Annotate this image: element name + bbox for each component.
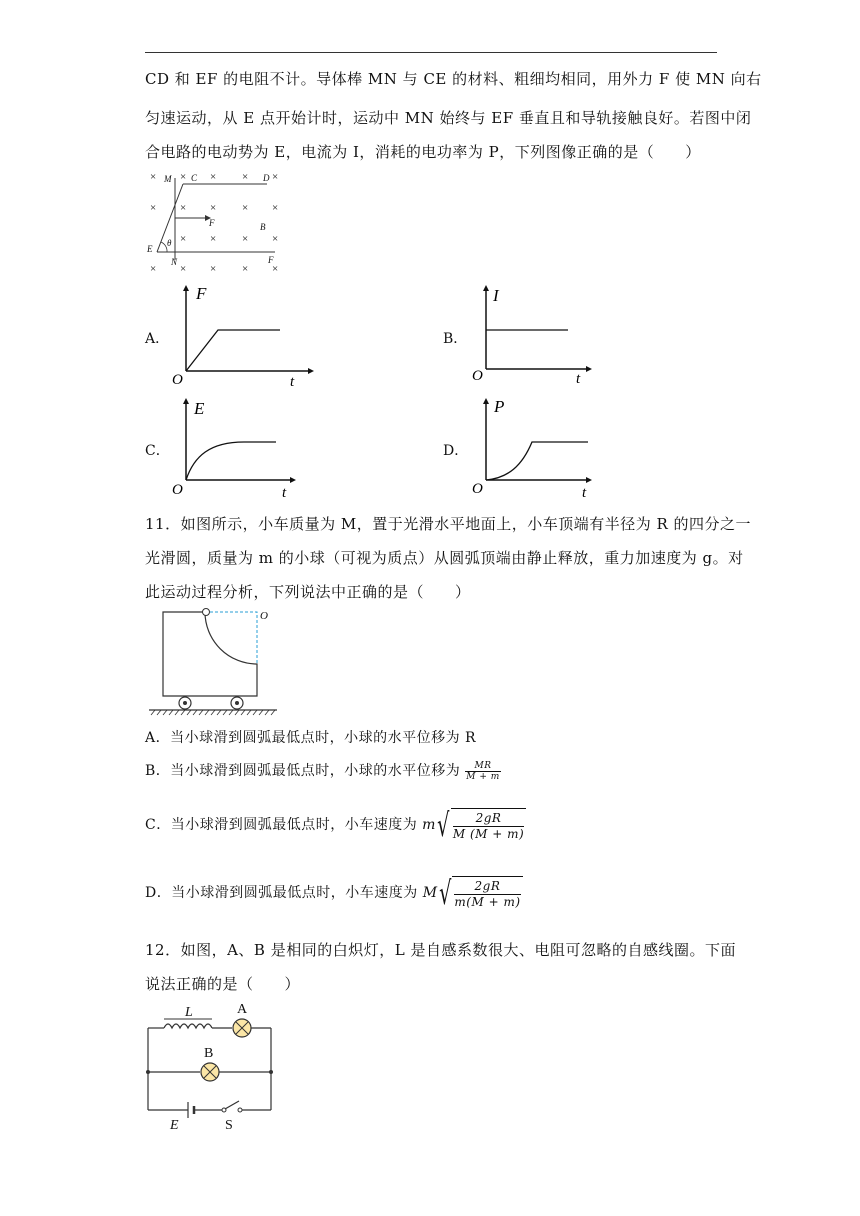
field-cross: × bbox=[180, 233, 187, 245]
field-cross: × bbox=[150, 171, 157, 183]
q10-option-b-label[interactable]: B． bbox=[443, 331, 468, 347]
q11-cart-figure bbox=[145, 604, 285, 716]
axis-y-label: I bbox=[493, 286, 499, 305]
field-cross: × bbox=[150, 202, 157, 214]
sqrt-sign-icon: √ bbox=[438, 874, 452, 912]
q10-circuit-figure bbox=[145, 168, 290, 278]
field-cross: × bbox=[180, 202, 187, 214]
axis-x-label: t bbox=[282, 485, 287, 501]
q11-option-d-formula bbox=[423, 876, 523, 910]
label-E: E bbox=[147, 244, 153, 254]
fraction-numerator: MR bbox=[465, 761, 501, 772]
formula-fraction bbox=[451, 808, 526, 842]
q10-option-d-label[interactable]: D． bbox=[443, 443, 469, 459]
label-E: E bbox=[170, 1118, 179, 1133]
q11-option-c-text: C．当小球滑到圆弧最低点时，小车速度为 bbox=[145, 817, 418, 833]
axis-origin: O bbox=[172, 482, 183, 498]
field-cross: × bbox=[210, 263, 217, 275]
label-D: D bbox=[263, 173, 270, 183]
axis-y-label: P bbox=[494, 397, 505, 416]
label-C: C bbox=[191, 173, 198, 183]
header-rule bbox=[145, 52, 717, 53]
q12-line-1: 12．如图，A、B 是相同的白炽灯，L 是自感系数很大、电阻可忽略的自感线圈。下面 bbox=[145, 941, 736, 959]
q11-option-a[interactable]: A．当小球滑到圆弧最低点时，小球的水平位移为 R bbox=[145, 730, 477, 746]
label-S: S bbox=[225, 1118, 233, 1133]
fraction-numerator: 2gR bbox=[454, 879, 520, 895]
axis-origin: O bbox=[172, 372, 183, 388]
q10-option-c-graph[interactable] bbox=[168, 396, 303, 501]
label-A: A bbox=[237, 1002, 248, 1017]
axis-y-label: E bbox=[194, 399, 205, 418]
axis-origin: O bbox=[472, 481, 483, 497]
field-cross: × bbox=[180, 263, 187, 275]
field-cross: × bbox=[180, 171, 187, 183]
label-O: O bbox=[260, 610, 268, 622]
field-cross: × bbox=[242, 263, 249, 275]
q11-option-c-formula bbox=[422, 808, 526, 842]
axis-x-label: t bbox=[582, 485, 587, 501]
q11-option-b-text: B．当小球滑到圆弧最低点时，小球的水平位移为 bbox=[145, 763, 461, 779]
label-L: L bbox=[185, 1005, 193, 1020]
q10-line-2: 匀速运动，从 E 点开始计时，运动中 MN 始终与 EF 垂直且和导轨接触良好。若图中闭 bbox=[145, 109, 752, 127]
q10-option-c-label[interactable]: C． bbox=[145, 443, 170, 459]
field-cross: × bbox=[272, 171, 279, 183]
field-cross: × bbox=[272, 202, 279, 214]
axis-y-label: F bbox=[196, 284, 207, 303]
q11-line-3: 此运动过程分析，下列说法中正确的是（ ） bbox=[145, 583, 471, 601]
fraction-denominator: m(M + m) bbox=[454, 895, 521, 909]
q11-option-d[interactable] bbox=[145, 876, 523, 910]
field-cross: × bbox=[210, 171, 217, 183]
axis-origin: O bbox=[472, 368, 483, 384]
field-cross: × bbox=[242, 233, 249, 245]
q11-line-1: 11．如图所示，小车质量为 M，置于光滑水平地面上，小车顶端有半径为 R 的四分之一 bbox=[145, 515, 752, 533]
sqrt-sign-icon: √ bbox=[437, 806, 450, 844]
label-theta: θ bbox=[167, 238, 172, 248]
label-M: M bbox=[164, 174, 172, 184]
q11-option-b-fraction bbox=[465, 761, 501, 782]
fraction-denominator: M (M + m) bbox=[452, 827, 525, 841]
q10-option-d-graph[interactable] bbox=[468, 396, 598, 501]
field-cross: × bbox=[242, 202, 249, 214]
field-cross: × bbox=[272, 263, 279, 275]
q10-option-a-label[interactable]: A． bbox=[145, 331, 170, 347]
label-N: N bbox=[171, 257, 178, 267]
label-F-arrow: F bbox=[209, 218, 215, 228]
label-F-end: F bbox=[268, 255, 274, 265]
q12-line-2: 说法正确的是（ ） bbox=[145, 975, 301, 993]
q10-line-1: CD 和 EF 的电阻不计。导体棒 MN 与 CE 的材料、粗细均相同，用外力 F 使 MN 向右 bbox=[145, 70, 762, 88]
fraction-denominator: M + m bbox=[466, 771, 500, 782]
field-cross: × bbox=[242, 171, 249, 183]
axis-x-label: t bbox=[576, 371, 581, 387]
q11-option-c[interactable] bbox=[145, 808, 526, 842]
q10-option-b-graph[interactable] bbox=[468, 283, 598, 388]
label-B: B bbox=[204, 1046, 214, 1061]
q11-option-d-text: D．当小球滑到圆弧最低点时，小车速度为 bbox=[145, 885, 418, 901]
field-cross: × bbox=[272, 233, 279, 245]
field-cross: × bbox=[210, 202, 217, 214]
formula-coefficient: M bbox=[422, 885, 438, 901]
axis-x-label: t bbox=[290, 374, 295, 390]
q10-option-a-graph[interactable] bbox=[168, 283, 318, 391]
formula-fraction bbox=[452, 876, 522, 910]
formula-coefficient: m bbox=[422, 817, 436, 833]
q11-option-b[interactable] bbox=[145, 760, 501, 782]
q12-circuit-figure bbox=[140, 1000, 290, 1135]
fraction-numerator: 2gR bbox=[453, 811, 524, 827]
label-B: B bbox=[260, 222, 266, 232]
q11-line-2: 光滑圆，质量为 m 的小球（可视为质点）从圆弧顶端由静止释放，重力加速度为 g。对 bbox=[145, 549, 744, 567]
field-cross: × bbox=[150, 263, 157, 275]
q10-line-3: 合电路的电动势为 E，电流为 I，消耗的电功率为 P，下列图像正确的是（ ） bbox=[145, 143, 701, 161]
field-cross: × bbox=[210, 233, 217, 245]
